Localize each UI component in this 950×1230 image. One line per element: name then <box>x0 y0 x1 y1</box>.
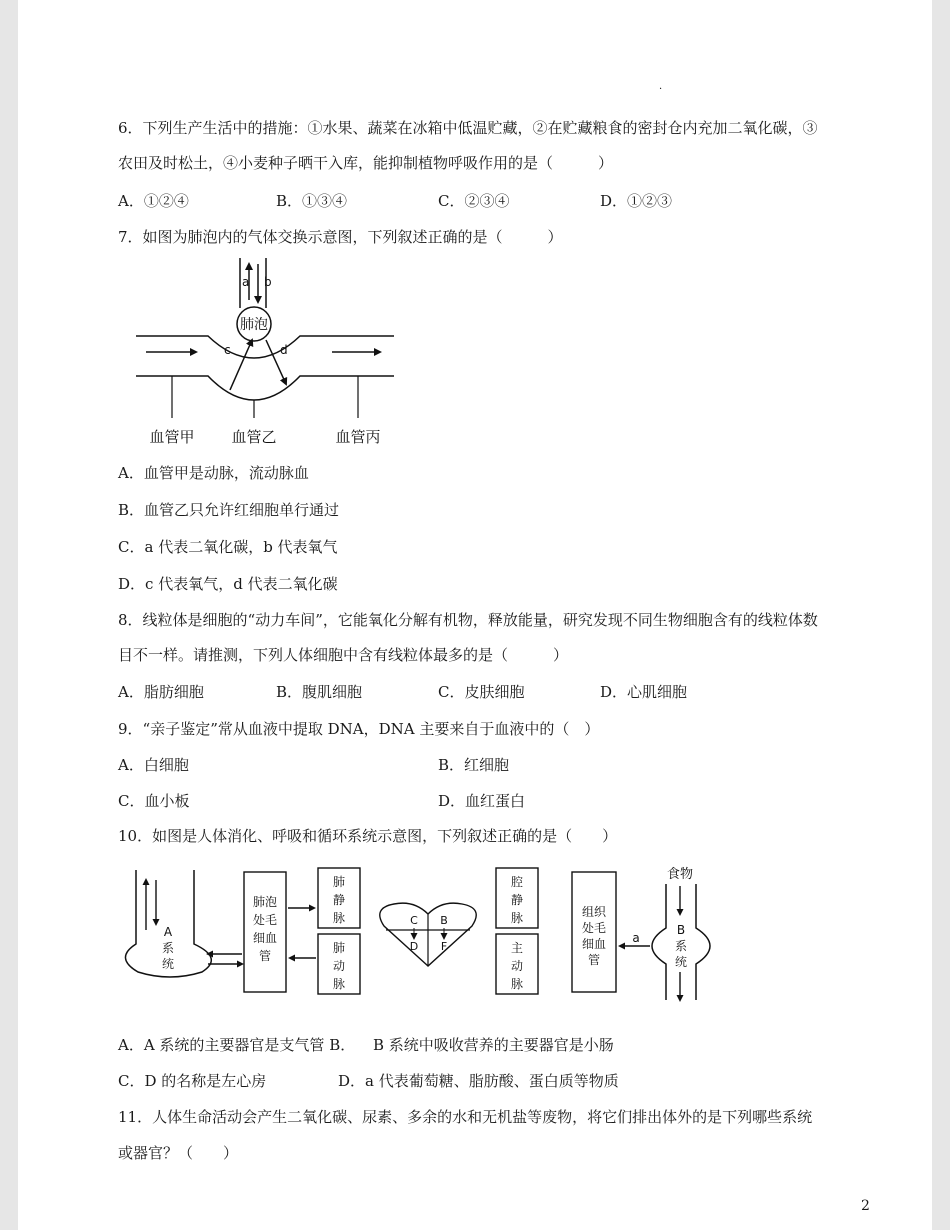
alveolus-gas-exchange-diagram <box>118 258 408 450</box>
label-a: a <box>242 275 250 289</box>
heart-label-b: B <box>440 914 448 927</box>
q7-option-a: A．血管甲是动脉，流动脉血 <box>118 464 309 482</box>
label-b: b <box>264 275 272 289</box>
q10-option-d: D．a 代表葡萄糖、脂肪酸、蛋白质等物质 <box>338 1072 619 1090</box>
q8-option-b: B．腹肌细胞 <box>276 683 363 701</box>
pulmonary-vein-char-2: 静 <box>332 893 346 907</box>
vena-cava-char-1: 腔 <box>510 875 524 889</box>
q7-option-c: C．a 代表二氧化碳，b 代表氧气 <box>118 538 338 556</box>
q6-option-c: C．②③④ <box>438 192 510 210</box>
q8-stem-line1: 8．线粒体是细胞的“动力车间”，它能氧化分解有机物，释放能量，研究发现不同生物细胞含有的线粒体数 <box>118 611 818 629</box>
q6-stem-line1: 6．下列生产生活中的措施：①水果、蔬菜在冰箱中低温贮藏，②在贮藏粮食的密封仓内充加二氧化碳，③ <box>118 119 818 137</box>
q10-stem: 10．如图是人体消化、呼吸和循环系统示意图，下列叙述正确的是（ ） <box>118 827 618 845</box>
aorta-char-3: 脉 <box>510 977 524 991</box>
pulmonary-vein-char-3: 脉 <box>332 911 346 925</box>
q6-option-d: D．①②③ <box>600 192 673 210</box>
label-d: d <box>280 343 288 357</box>
aorta-char-2: 动 <box>510 959 524 973</box>
pulmonary-artery-char-2: 动 <box>332 959 346 973</box>
stray-dot: · <box>659 84 663 95</box>
a-label: a <box>632 931 640 945</box>
q7-stem: 7．如图为肺泡内的气体交换示意图，下列叙述正确的是（ ） <box>118 228 563 246</box>
q10-option-b: B 系统中吸收营养的主要器官是小肠 <box>373 1036 614 1054</box>
alveolus-label: 肺泡 <box>240 317 268 333</box>
page-number: 2 <box>861 1198 870 1214</box>
system-a-letter: A <box>163 925 173 939</box>
lung-capillary-line4: 管 <box>258 949 272 963</box>
exam-page <box>18 0 932 1230</box>
heart-label-d: D <box>409 940 419 953</box>
vena-cava-char-3: 脉 <box>510 911 524 925</box>
arrow-c-icon <box>230 340 252 390</box>
q6-option-a: A．①②④ <box>118 192 189 210</box>
q6-stem-line2: 农田及时松土，④小麦种子晒干入库，能抑制植物呼吸作用的是（ ） <box>118 154 614 172</box>
vessel-jia-label: 血管甲 <box>149 428 195 446</box>
label-c: c <box>224 343 231 357</box>
q10-option-a: A．A 系统的主要器官是支气管 B． <box>118 1036 356 1054</box>
vessel-yi-label: 血管乙 <box>231 428 277 446</box>
q7-option-d: D．c 代表氧气，d 代表二氧化碳 <box>118 575 338 593</box>
lung-capillary-line3: 细血 <box>252 931 278 945</box>
system-b-char-2: 系 <box>674 939 688 953</box>
q9-option-d: D．血红蛋白 <box>438 792 526 810</box>
pulmonary-artery-char-3: 脉 <box>332 977 346 991</box>
aorta-char-1: 主 <box>510 941 524 955</box>
q8-option-a: A．脂肪细胞 <box>118 683 204 701</box>
lung-capillary-line2: 处毛 <box>252 913 278 927</box>
q9-option-c: C．血小板 <box>118 792 190 810</box>
lung-capillary-line1: 肺泡 <box>252 895 278 909</box>
q6-option-b: B．①③④ <box>276 192 348 210</box>
q10-option-c: C．D 的名称是左心房 <box>118 1072 267 1090</box>
tissue-capillary-line4: 管 <box>587 953 601 967</box>
q8-option-c: C．皮肤细胞 <box>438 683 525 701</box>
tissue-capillary-line2: 处毛 <box>581 921 607 935</box>
heart-label-c: C <box>410 914 418 927</box>
heart-label-f: F <box>440 940 448 953</box>
pulmonary-vein-char-1: 肺 <box>332 875 346 889</box>
vessel-bing-label: 血管丙 <box>335 428 381 446</box>
digestion-respiration-circulation-diagram <box>118 860 718 1010</box>
food-label: 食物 <box>666 867 694 882</box>
system-a-char-2: 系 <box>161 941 175 955</box>
vena-cava-char-2: 静 <box>510 893 524 907</box>
pulmonary-artery-char-1: 肺 <box>332 941 346 955</box>
system-a-char-3: 统 <box>161 957 175 971</box>
q9-option-b: B．红细胞 <box>438 756 510 774</box>
tissue-capillary-line3: 细血 <box>581 937 607 951</box>
q11-stem-line2: 或器官？（ ） <box>118 1144 239 1162</box>
system-b-letter: B <box>676 923 686 937</box>
tissue-capillary-line1: 组织 <box>581 905 607 919</box>
q8-stem-line2: 目不一样。请推测，下列人体细胞中含有线粒体最多的是（ ） <box>118 646 569 664</box>
q9-option-a: A．白细胞 <box>118 756 189 774</box>
q11-stem-line1: 11．人体生命活动会产生二氧化碳、尿素、多余的水和无机盐等废物，将它们排出体外的是下列哪些系统 <box>118 1108 813 1126</box>
q7-option-b: B．血管乙只允许红细胞单行通过 <box>118 501 340 519</box>
system-b-char-3: 统 <box>674 955 688 969</box>
q8-option-d: D．心肌细胞 <box>600 683 688 701</box>
q9-stem: 9．“亲子鉴定”常从血液中提取 DNA，DNA 主要来自于血液中的（ ） <box>118 720 600 738</box>
